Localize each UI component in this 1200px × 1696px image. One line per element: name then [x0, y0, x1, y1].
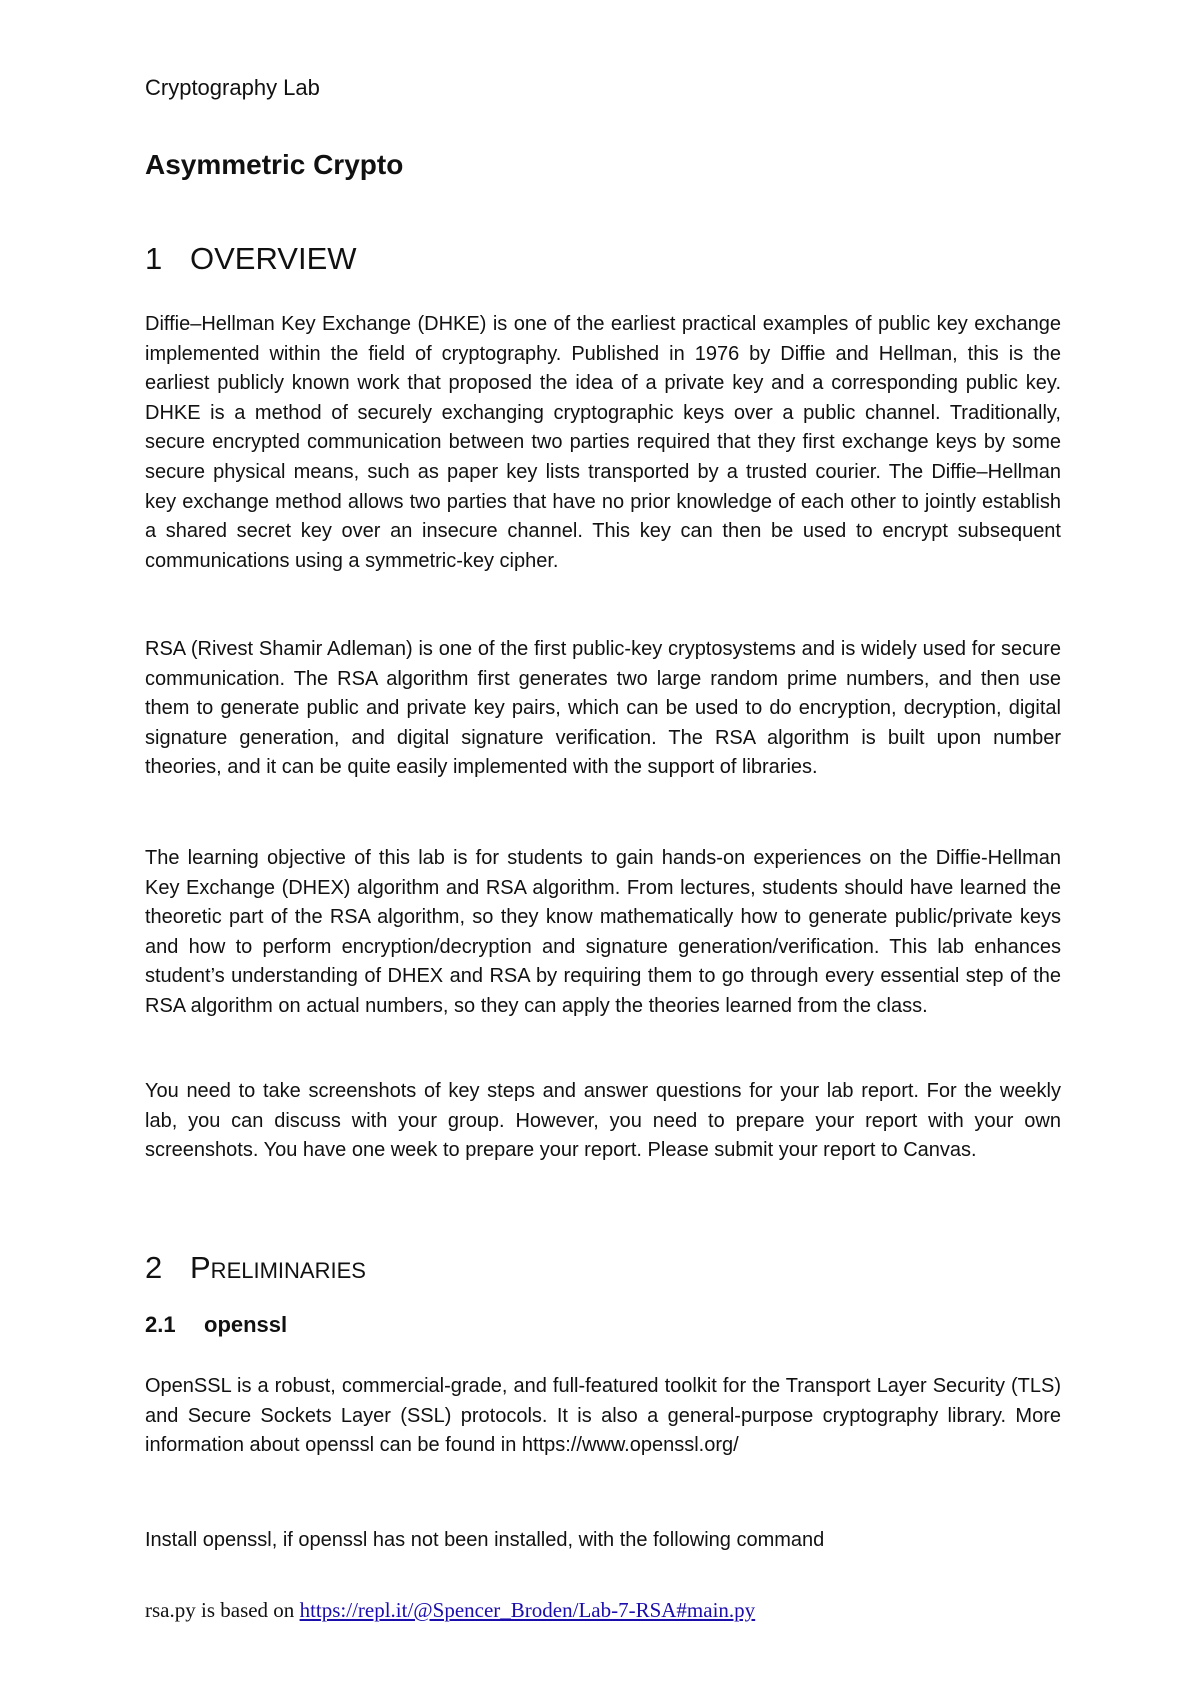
footnote-text: rsa.py is based on — [145, 1598, 300, 1622]
section-number: 1 — [145, 241, 163, 276]
openssl-paragraph-install: Install openssl, if openssl has not been installed, with the following command — [145, 1529, 825, 1551]
section-number: 2 — [145, 1250, 163, 1285]
footnote-link[interactable]: https://repl.it/@Spencer_Broden/Lab-7-RSA#main.py — [299, 1598, 756, 1622]
section-heading-overview — [145, 240, 357, 278]
section-title: Preliminaries — [190, 1250, 366, 1285]
overview-paragraph-report: You need to take screenshots of key steps and answer questions for your lab report. For the weekly lab, you can discuss with your group. However, you need to prepare your report with your own screenshots. You have one week to prepare your report. Please submit your report to Canvas. — [145, 1080, 1061, 1162]
subsection-number: 2.1 — [145, 1312, 176, 1337]
overview-paragraph-dhke: Diffie–Hellman Key Exchange (DHKE) is one of the earliest practical examples of public key exchange implemented within the field of cryptography. Published in 1976 by Diffie and Hellman, this is the earliest publicly known work that proposed the idea of a private key and a corresponding public key. DHKE is a method of securely exchanging cryptographic keys over a public channel. Traditionally, secure encrypted communication between two parties required that they first exchange keys by some secure physical means, such as paper key lists transported by a trusted courier. The Diffie–Hellman key exchange method allows two parties that have no prior knowledge of each other to jointly establish a shared secret key over an insecure channel. This key can then be used to encrypt subsequent communications using a symmetric-key cipher. — [145, 313, 1061, 572]
subsection-title: openssl — [204, 1312, 288, 1337]
openssl-paragraph-description: OpenSSL is a robust, commercial-grade, and full-featured toolkit for the Transport Layer Security (TLS) and Secure Sockets Layer (SSL) protocols. It is also a general-purpose cryptography library. More information about openssl can be found in https://www.openssl.org/ — [145, 1375, 1061, 1457]
footnote — [145, 1596, 755, 1624]
overview-paragraph-rsa: RSA (Rivest Shamir Adleman) is one of the first public-key cryptosystems and is widely used for secure communication. The RSA algorithm first generates two large random prime numbers, and then use them to generate public and private key pairs, which can be used to do encryption, decryption, digital signature generation, and digital signature verification. The RSA algorithm is built upon number theories, and it can be quite easily implemented with the support of libraries. — [145, 638, 1061, 779]
overview-paragraph-objective: The learning objective of this lab is for students to gain hands-on experiences on the Diffie-Hellman Key Exchange (DHEX) algorithm and RSA algorithm. From lectures, students should have learned the theoretic part of the RSA algorithm, so they know mathematically how to generate public/private keys and how to perform encryption/decryption and signature generation/verification. This lab enhances student’s understanding of DHEX and RSA by requiring them to go through every essential step of the RSA algorithm on actual numbers, so they can apply the theories learned from the class. — [145, 847, 1061, 1017]
running-header: Cryptography Lab — [145, 75, 320, 100]
section-heading-preliminaries — [145, 1249, 366, 1287]
section-title: OVERVIEW — [190, 241, 357, 276]
subsection-heading-openssl — [145, 1311, 287, 1339]
document-title: Asymmetric Crypto — [145, 149, 404, 180]
